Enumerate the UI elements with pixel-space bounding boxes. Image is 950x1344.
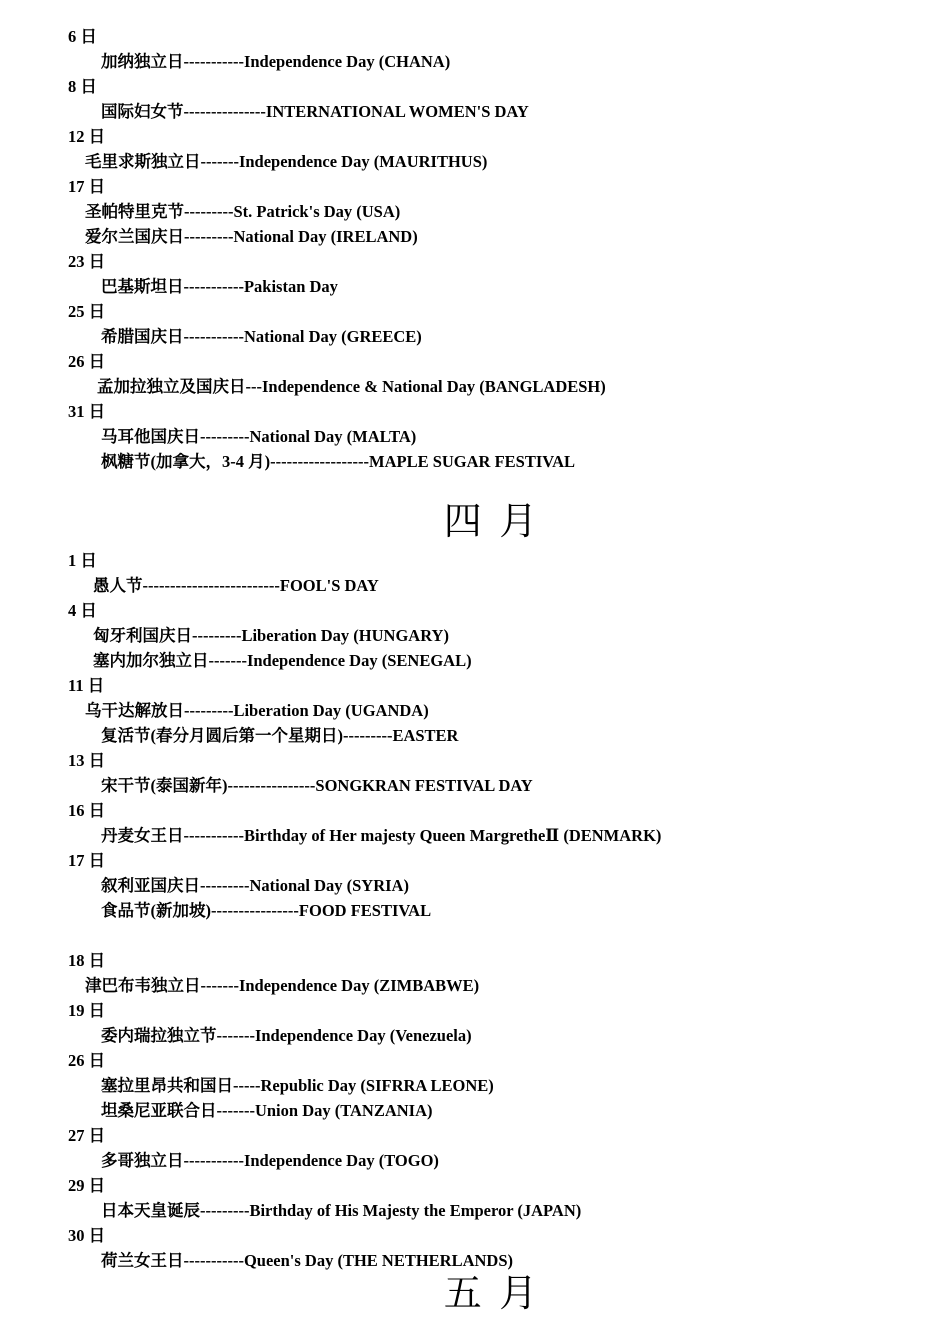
day-label: 19 日: [68, 1001, 106, 1020]
day-label: 29 日: [68, 1176, 106, 1195]
holiday-entry: 塞内加尔独立日-------Independence Day (SENEGAL): [93, 651, 472, 670]
holiday-entry: 日本天皇诞辰---------Birthday of His Majesty the Emperor (JAPAN): [101, 1201, 582, 1220]
holiday-entry: 爱尔兰国庆日---------National Day (IRELAND): [85, 227, 418, 246]
holiday-entry: 国际妇女节---------------INTERNATIONAL WOMEN'S DAY: [101, 102, 529, 121]
holiday-entry: 多哥独立日-----------Independence Day (TOGO): [101, 1151, 439, 1170]
month-heading: 四 月: [443, 501, 542, 543]
holiday-entry: 叙利亚国庆日---------National Day (SYRIA): [101, 876, 409, 895]
day-label: 26 日: [68, 352, 106, 371]
day-label: 12 日: [68, 127, 106, 146]
day-label: 31 日: [68, 402, 106, 421]
day-label: 27 日: [68, 1126, 106, 1145]
holiday-entry: 枫糖节(加拿大，3-4 月)------------------MAPLE SUGAR FESTIVAL: [101, 452, 575, 471]
day-label: 11 日: [68, 676, 105, 695]
day-label: 26 日: [68, 1051, 106, 1070]
holiday-entry: 马耳他国庆日---------National Day (MALTA): [101, 427, 417, 446]
day-label: 17 日: [68, 177, 106, 196]
holiday-entry: 宋干节(泰国新年)----------------SONGKRAN FESTIVAL DAY: [101, 776, 533, 795]
day-label: 18 日: [68, 951, 106, 970]
day-label: 1 日: [68, 551, 97, 570]
holiday-entry: 加纳独立日-----------Independence Day (CHANA): [101, 52, 451, 71]
day-label: 8 日: [68, 77, 97, 96]
day-label: 17 日: [68, 851, 106, 870]
day-label: 23 日: [68, 252, 106, 271]
holiday-entry: 希腊国庆日-----------National Day (GREECE): [101, 327, 422, 346]
holiday-entry: 坦桑尼亚联合日-------Union Day (TANZANIA): [101, 1101, 433, 1120]
holiday-entry: 食品节(新加坡)----------------FOOD FESTIVAL: [101, 901, 432, 920]
holiday-entry: 圣帕特里克节---------St. Patrick's Day (USA): [85, 202, 401, 221]
holiday-entry: 巴基斯坦日-----------Pakistan Day: [101, 277, 338, 296]
holiday-entry: 丹麦女王日-----------Birthday of Her majesty Queen MargretheⅡ (DENMARK): [101, 826, 662, 845]
holiday-entry: 委内瑞拉独立节-------Independence Day (Venezuela): [101, 1026, 472, 1045]
day-label: 4 日: [68, 601, 97, 620]
holiday-entry: 愚人节-------------------------FOOL'S DAY: [93, 576, 379, 595]
day-label: 6 日: [68, 27, 97, 46]
holiday-entry: 津巴布韦独立日-------Independence Day (ZIMBABWE): [85, 976, 480, 995]
holiday-entry: 匈牙利国庆日---------Liberation Day (HUNGARY): [93, 626, 449, 645]
day-label: 30 日: [68, 1226, 106, 1245]
holiday-entry: 孟加拉独立及国庆日---Independence & National Day (BANGLADESH): [97, 377, 606, 396]
day-label: 25 日: [68, 302, 106, 321]
holiday-entry: 复活节(春分月圆后第一个星期日)---------EASTER: [101, 726, 459, 745]
holiday-entry: 乌干达解放日---------Liberation Day (UGANDA): [85, 701, 429, 720]
day-label: 16 日: [68, 801, 106, 820]
month-heading: 五 月: [443, 1273, 542, 1315]
holiday-entry: 塞拉里昂共和国日-----Republic Day (SIFRRA LEONE): [101, 1076, 494, 1095]
holiday-entry: 荷兰女王日-----------Queen's Day (THE NETHERLANDS): [101, 1251, 514, 1270]
day-label: 13 日: [68, 751, 106, 770]
holiday-entry: 毛里求斯独立日-------Independence Day (MAURITHUS): [85, 152, 488, 171]
